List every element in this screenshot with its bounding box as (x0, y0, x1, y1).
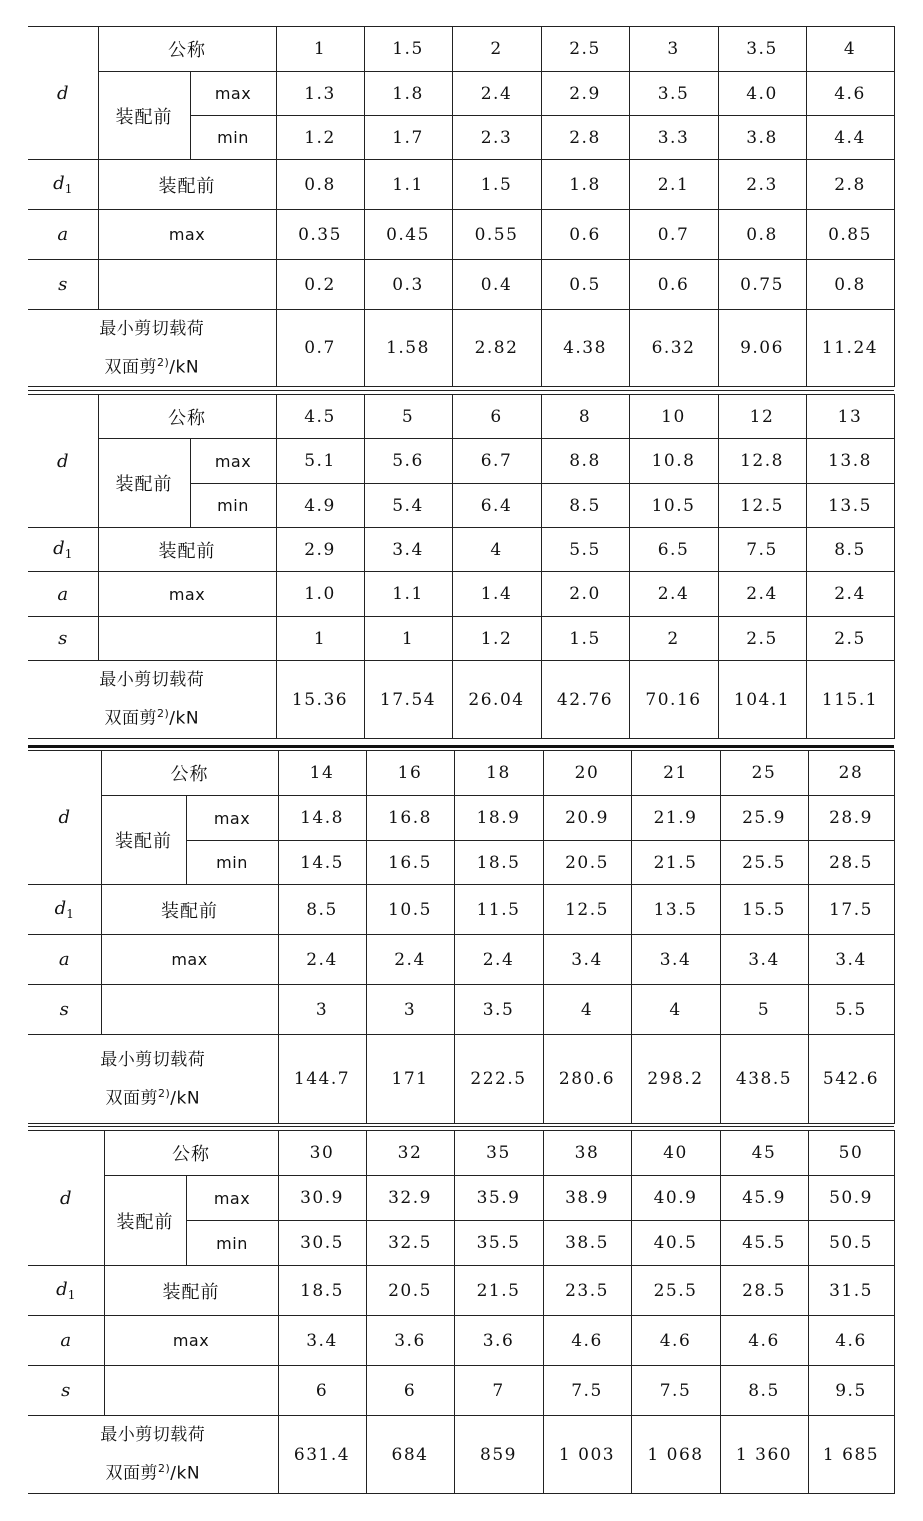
cell: 25 (720, 751, 808, 796)
cell: 5 (364, 395, 452, 439)
cell: 2.9 (541, 72, 629, 116)
cell: 38 (543, 1131, 631, 1176)
cell: 3.5 (454, 985, 543, 1035)
cell: 6.5 (629, 528, 718, 572)
cell: 1 685 (808, 1416, 894, 1494)
cell: 438.5 (720, 1035, 808, 1124)
cell: 2.5 (806, 617, 894, 661)
cell: 13.5 (806, 484, 894, 528)
cell: 7 (454, 1366, 543, 1416)
cell: 4 (806, 27, 894, 72)
cell: 0.7 (276, 310, 364, 387)
symbol-s: s (28, 985, 101, 1035)
cell: 30 (278, 1131, 366, 1176)
cell: 15.36 (276, 661, 364, 739)
cell: 4.9 (276, 484, 364, 528)
cell: 2.4 (718, 572, 806, 617)
cell: 0.85 (806, 210, 894, 260)
before-assembly-label: 装配前 (104, 1176, 186, 1266)
cell: 1.58 (364, 310, 452, 387)
min-label: min (186, 841, 278, 885)
nominal-label: 公称 (101, 751, 278, 796)
cell: 17.54 (364, 661, 452, 739)
symbol-d1: $d_1$ (28, 885, 101, 935)
cell: 1 (276, 27, 364, 72)
cell: 0.8 (806, 260, 894, 310)
cell: 25.5 (631, 1266, 720, 1316)
cell: 1.5 (452, 160, 541, 210)
cell: 2.4 (806, 572, 894, 617)
cell: 30.9 (278, 1176, 366, 1221)
spec-table-block-1 (28, 26, 894, 387)
cell: 2.3 (718, 160, 806, 210)
cell: 3.3 (629, 116, 718, 160)
cell: 0.6 (541, 210, 629, 260)
cell: 7.5 (718, 528, 806, 572)
symbol-a: a (28, 935, 101, 985)
cell: 1.2 (276, 116, 364, 160)
nominal-label: 公称 (98, 395, 276, 439)
cell: 30.5 (278, 1221, 366, 1266)
cell: 4.4 (806, 116, 894, 160)
cell: 28.9 (808, 796, 894, 841)
cell: 2.8 (541, 116, 629, 160)
cell: 42.76 (541, 661, 629, 739)
cell: 6.4 (452, 484, 541, 528)
cell: 115.1 (806, 661, 894, 739)
cell: 11.5 (454, 885, 543, 935)
cell: 0.5 (541, 260, 629, 310)
before-assembly-label: 装配前 (104, 1266, 278, 1316)
cell: 4 (631, 985, 720, 1035)
max-label: max (104, 1316, 278, 1366)
cell: 7.5 (543, 1366, 631, 1416)
cell: 0.6 (629, 260, 718, 310)
cell: 18 (454, 751, 543, 796)
cell: 684 (366, 1416, 454, 1494)
cell: 0.75 (718, 260, 806, 310)
empty-cell (104, 1366, 278, 1416)
cell: 28.5 (808, 841, 894, 885)
cell: 4.38 (541, 310, 629, 387)
min-label: min (190, 484, 276, 528)
cell: 3.4 (808, 935, 894, 985)
cell: 1.0 (276, 572, 364, 617)
cell: 104.1 (718, 661, 806, 739)
cell: 6.32 (629, 310, 718, 387)
cell: 1 (364, 617, 452, 661)
cell: 12.5 (543, 885, 631, 935)
cell: 20.9 (543, 796, 631, 841)
cell: 1.2 (452, 617, 541, 661)
cell: 3.4 (278, 1316, 366, 1366)
spec-table-block-4 (28, 1130, 894, 1494)
cell: 0.45 (364, 210, 452, 260)
cell: 3 (366, 985, 454, 1035)
cell: 6 (366, 1366, 454, 1416)
nominal-label: 公称 (104, 1131, 278, 1176)
symbol-s: s (28, 1366, 104, 1416)
block-separator (28, 745, 894, 748)
cell: 70.16 (629, 661, 718, 739)
cell: 2.4 (454, 935, 543, 985)
cell: 1.8 (541, 160, 629, 210)
cell: 4.6 (631, 1316, 720, 1366)
cell: 40.5 (631, 1221, 720, 1266)
cell: 0.3 (364, 260, 452, 310)
cell: 9.06 (718, 310, 806, 387)
spec-table-block-3 (28, 750, 894, 1124)
cell: 4 (543, 985, 631, 1035)
cell: 1.1 (364, 160, 452, 210)
cell: 2.4 (629, 572, 718, 617)
cell: 0.4 (452, 260, 541, 310)
cell: 12.8 (718, 439, 806, 484)
cell: 3.4 (364, 528, 452, 572)
cell: 1.8 (364, 72, 452, 116)
cell: 10.5 (366, 885, 454, 935)
before-assembly-label: 装配前 (98, 528, 276, 572)
cell: 5.1 (276, 439, 364, 484)
cell: 21.5 (454, 1266, 543, 1316)
max-label: max (190, 439, 276, 484)
cell: 38.5 (543, 1221, 631, 1266)
cell: 35.5 (454, 1221, 543, 1266)
cell: 12 (718, 395, 806, 439)
cell: 20.5 (543, 841, 631, 885)
cell: 2.9 (276, 528, 364, 572)
spec-table (28, 26, 895, 387)
cell: 1 068 (631, 1416, 720, 1494)
cell: 23.5 (543, 1266, 631, 1316)
cell: 50 (808, 1131, 894, 1176)
symbol-d: d (28, 751, 101, 885)
cell: 13.8 (806, 439, 894, 484)
min-label: min (190, 116, 276, 160)
cell: 11.24 (806, 310, 894, 387)
cell: 8.5 (806, 528, 894, 572)
cell: 45 (720, 1131, 808, 1176)
cell: 2.4 (278, 935, 366, 985)
cell: 1.3 (276, 72, 364, 116)
cell: 12.5 (718, 484, 806, 528)
cell: 18.9 (454, 796, 543, 841)
cell: 35 (454, 1131, 543, 1176)
cell: 45.5 (720, 1221, 808, 1266)
cell: 20 (543, 751, 631, 796)
before-assembly-label: 装配前 (101, 885, 278, 935)
cell: 0.55 (452, 210, 541, 260)
symbol-d1: $d_1$ (28, 1266, 104, 1316)
max-label: max (101, 935, 278, 985)
symbol-a: a (28, 1316, 104, 1366)
cell: 8.5 (278, 885, 366, 935)
cell: 14.8 (278, 796, 366, 841)
cell: 31.5 (808, 1266, 894, 1316)
cell: 28 (808, 751, 894, 796)
cell: 20.5 (366, 1266, 454, 1316)
cell: 6 (278, 1366, 366, 1416)
min-shear-load-label: 最小剪切载荷 双面剪$^{2)}$/kN (28, 1416, 278, 1494)
symbol-d: d (28, 395, 98, 528)
cell: 3.4 (720, 935, 808, 985)
cell: 8 (541, 395, 629, 439)
spec-table (28, 750, 895, 1124)
min-shear-load-label: 最小剪切载荷 双面剪$^{2)}$/kN (28, 310, 276, 387)
min-shear-load-label: 最小剪切载荷 双面剪$^{2)}$/kN (28, 661, 276, 739)
cell: 3.6 (366, 1316, 454, 1366)
cell: 2.8 (806, 160, 894, 210)
cell: 16 (366, 751, 454, 796)
cell: 1 360 (720, 1416, 808, 1494)
cell: 9.5 (808, 1366, 894, 1416)
symbol-d: d (28, 27, 98, 160)
cell: 18.5 (278, 1266, 366, 1316)
cell: 5 (720, 985, 808, 1035)
cell: 2.82 (452, 310, 541, 387)
cell: 4.6 (720, 1316, 808, 1366)
cell: 222.5 (454, 1035, 543, 1124)
cell: 25.5 (720, 841, 808, 885)
cell: 2.1 (629, 160, 718, 210)
cell: 0.8 (276, 160, 364, 210)
cell: 2.4 (366, 935, 454, 985)
cell: 32 (366, 1131, 454, 1176)
cell: 3 (629, 27, 718, 72)
cell: 298.2 (631, 1035, 720, 1124)
empty-cell (101, 985, 278, 1035)
cell: 1.1 (364, 572, 452, 617)
cell: 3.6 (454, 1316, 543, 1366)
cell: 631.4 (278, 1416, 366, 1494)
cell: 50.9 (808, 1176, 894, 1221)
cell: 16.8 (366, 796, 454, 841)
cell: 2.0 (541, 572, 629, 617)
symbol-a: a (28, 210, 98, 260)
before-assembly-label: 装配前 (101, 796, 186, 885)
cell: 5.5 (808, 985, 894, 1035)
cell: 4.6 (806, 72, 894, 116)
cell: 21.9 (631, 796, 720, 841)
symbol-d: d (28, 1131, 104, 1266)
cell: 280.6 (543, 1035, 631, 1124)
cell: 40.9 (631, 1176, 720, 1221)
cell: 10.5 (629, 484, 718, 528)
cell: 10 (629, 395, 718, 439)
cell: 21.5 (631, 841, 720, 885)
cell: 15.5 (720, 885, 808, 935)
cell: 28.5 (720, 1266, 808, 1316)
cell: 1.7 (364, 116, 452, 160)
cell: 4.0 (718, 72, 806, 116)
cell: 2 (452, 27, 541, 72)
spec-table (28, 394, 895, 739)
before-assembly-label: 装配前 (98, 72, 190, 160)
cell: 2.5 (541, 27, 629, 72)
cell: 5.6 (364, 439, 452, 484)
cell: 4.6 (808, 1316, 894, 1366)
cell: 10.8 (629, 439, 718, 484)
cell: 144.7 (278, 1035, 366, 1124)
max-label: max (98, 210, 276, 260)
cell: 542.6 (808, 1035, 894, 1124)
cell: 13 (806, 395, 894, 439)
cell: 0.8 (718, 210, 806, 260)
cell: 1.5 (541, 617, 629, 661)
cell: 6.7 (452, 439, 541, 484)
cell: 16.5 (366, 841, 454, 885)
cell: 7.5 (631, 1366, 720, 1416)
cell: 3.5 (718, 27, 806, 72)
max-label: max (98, 572, 276, 617)
min-label: min (186, 1221, 278, 1266)
cell: 32.5 (366, 1221, 454, 1266)
cell: 8.5 (541, 484, 629, 528)
cell: 4.6 (543, 1316, 631, 1366)
empty-cell (98, 260, 276, 310)
symbol-d1: $d_1$ (28, 160, 98, 210)
cell: 14.5 (278, 841, 366, 885)
cell: 25.9 (720, 796, 808, 841)
cell: 38.9 (543, 1176, 631, 1221)
cell: 8.5 (720, 1366, 808, 1416)
cell: 40 (631, 1131, 720, 1176)
spec-table (28, 1130, 895, 1494)
block-separator (28, 1126, 894, 1127)
cell: 32.9 (366, 1176, 454, 1221)
cell: 18.5 (454, 841, 543, 885)
cell: 4.5 (276, 395, 364, 439)
symbol-s: s (28, 617, 98, 661)
cell: 859 (454, 1416, 543, 1494)
before-assembly-label: 装配前 (98, 439, 190, 528)
cell: 0.2 (276, 260, 364, 310)
cell: 3 (278, 985, 366, 1035)
cell: 3.4 (543, 935, 631, 985)
min-shear-load-label: 最小剪切载荷 双面剪$^{2)}$/kN (28, 1035, 278, 1124)
cell: 1 (276, 617, 364, 661)
cell: 35.9 (454, 1176, 543, 1221)
cell: 50.5 (808, 1221, 894, 1266)
cell: 1.4 (452, 572, 541, 617)
cell: 4 (452, 528, 541, 572)
cell: 3.5 (629, 72, 718, 116)
cell: 14 (278, 751, 366, 796)
cell: 6 (452, 395, 541, 439)
symbol-d1: $d_1$ (28, 528, 98, 572)
max-label: max (186, 796, 278, 841)
cell: 2 (629, 617, 718, 661)
cell: 5.5 (541, 528, 629, 572)
empty-cell (98, 617, 276, 661)
cell: 45.9 (720, 1176, 808, 1221)
cell: 1.5 (364, 27, 452, 72)
cell: 1 003 (543, 1416, 631, 1494)
cell: 3.4 (631, 935, 720, 985)
cell: 2.4 (452, 72, 541, 116)
block-separator (28, 390, 894, 391)
cell: 21 (631, 751, 720, 796)
cell: 26.04 (452, 661, 541, 739)
max-label: max (186, 1176, 278, 1221)
cell: 171 (366, 1035, 454, 1124)
cell: 8.8 (541, 439, 629, 484)
before-assembly-label: 装配前 (98, 160, 276, 210)
cell: 2.3 (452, 116, 541, 160)
cell: 0.35 (276, 210, 364, 260)
symbol-s: s (28, 260, 98, 310)
cell: 17.5 (808, 885, 894, 935)
spec-table-block-2 (28, 394, 894, 739)
cell: 0.7 (629, 210, 718, 260)
cell: 3.8 (718, 116, 806, 160)
max-label: max (190, 72, 276, 116)
cell: 5.4 (364, 484, 452, 528)
cell: 2.5 (718, 617, 806, 661)
nominal-label: 公称 (98, 27, 276, 72)
cell: 13.5 (631, 885, 720, 935)
symbol-a: a (28, 572, 98, 617)
